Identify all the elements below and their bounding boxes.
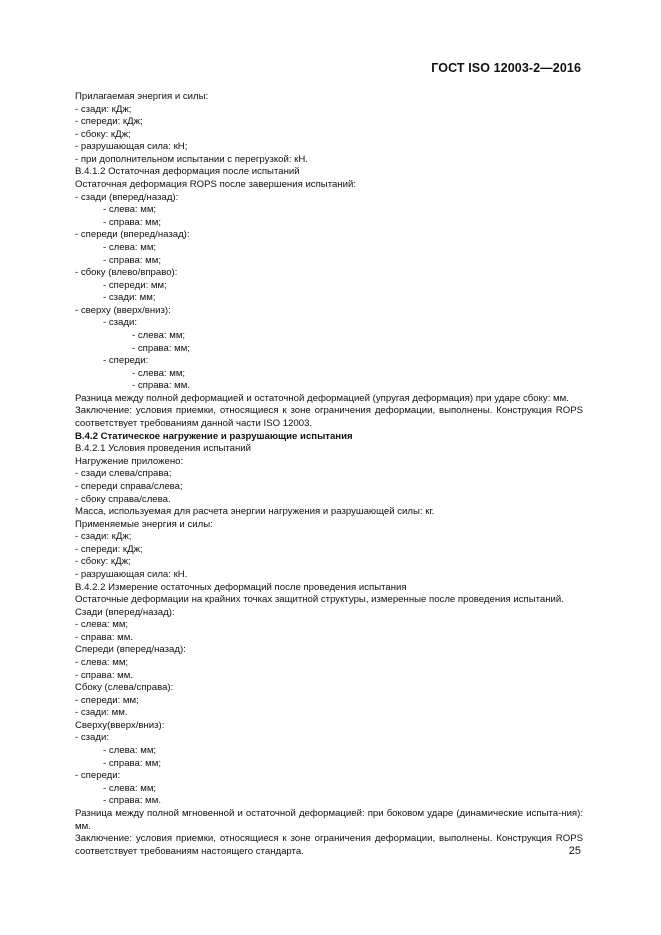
body-line: - сбоку (влево/вправо):	[75, 267, 178, 279]
body-line: - слева: мм;	[103, 204, 157, 216]
body-line: - справа: мм.	[75, 631, 134, 643]
body-line: В.4.2.1 Условия проведения испытаний	[75, 443, 251, 455]
body-line: - слева: мм;	[103, 782, 157, 794]
body-line: - спереди: мм;	[75, 694, 139, 706]
body-line: - спереди: кДж;	[75, 543, 143, 555]
body-line: - слева: мм;	[103, 241, 157, 253]
body-line: Остаточная деформация ROPS после завершения испытаний:	[75, 179, 356, 191]
body-line: Сверху(вверх/вниз):	[75, 719, 165, 731]
body-line: - спереди: мм;	[103, 279, 167, 291]
body-line: - сзади (вперед/назад):	[75, 191, 179, 203]
body-line: - спереди: кДж;	[75, 116, 143, 128]
body-paragraph: Заключение: условия приемки, относящиеся к зоне ограничения деформации, выполнены. Конструкция ROPS соответствует требованиям настоящего стандарта.	[75, 833, 583, 857]
body-line: - справа: мм.	[103, 795, 162, 807]
page-number: 25	[568, 845, 581, 857]
body-line: - разрушающая сила: кН;	[75, 141, 188, 153]
body-line: - сзади:	[75, 732, 110, 744]
body-line: - сзади:	[103, 317, 138, 329]
body-line: - сзади: кДж;	[75, 531, 132, 543]
body-line: В.4.1.2 Остаточная деформация после испытаний	[75, 166, 300, 178]
body-line: - при дополнительном испытании с перегрузкой: кН.	[75, 153, 308, 165]
body-line: - слева: мм;	[132, 367, 186, 379]
body-line: - сбоку справа/слева.	[75, 493, 171, 505]
body-line: - сзади слева/справа;	[75, 468, 172, 480]
body-line: - справа: мм;	[132, 342, 191, 354]
body-line: - слева: мм;	[103, 745, 157, 757]
body-line: - справа: мм.	[132, 380, 191, 392]
body-paragraph: Разница между полной мгновенной и остаточной деформацией: при боковом ударе (динамические испыта-ния): мм.	[75, 807, 583, 832]
body-line: - слева: мм;	[75, 657, 129, 669]
document-body	[75, 91, 583, 858]
body-line: - справа: мм.	[75, 669, 134, 681]
body-paragraph: Заключение: условия приемки, относящиеся к зоне ограничения деформации, выполнены. Конструкция ROPS соответствует требованиям данной части ISO 12003.	[75, 405, 583, 430]
section-heading: В.4.2 Статическое нагружение и разрушающие испытания	[75, 430, 353, 442]
body-line: Масса, используемая для расчета энергии нагружения и разрушающей силы: кг.	[75, 506, 435, 518]
body-line: - сзади: мм.	[75, 707, 128, 719]
body-line: - сзади: кДж;	[75, 103, 132, 115]
body-line: - спереди:	[103, 355, 149, 367]
body-line: - справа: мм;	[103, 757, 162, 769]
body-line: Прилагаемая энергия и силы:	[75, 91, 209, 102]
body-line: Разница между полной деформацией и остаточной деформацией (упругая деформация) при ударе сбоку: мм.	[75, 392, 569, 404]
body-line: - разрушающая сила: кН.	[75, 568, 188, 580]
body-line: - справа: мм;	[103, 216, 162, 228]
body-line: - справа: мм;	[103, 254, 162, 266]
body-line: - слева: мм;	[132, 329, 186, 341]
body-line: В.4.2.2 Измерение остаточных деформаций после проведения испытания	[75, 581, 407, 593]
document-header: ГОСТ ISO 12003-2—2016	[431, 61, 581, 75]
body-line: - сбоку: кДж;	[75, 128, 131, 140]
body-line: Остаточные деформации на крайних точках защитной структуры, измеренные после проведения испытаний.	[75, 594, 564, 606]
body-line: Спереди (вперед/назад):	[75, 644, 186, 656]
body-line: - сверху (вверх/вниз):	[75, 304, 171, 316]
body-line: - спереди (вперед/назад):	[75, 229, 190, 241]
body-line: Сзади (вперед/назад):	[75, 606, 175, 618]
body-line: - спереди:	[75, 770, 121, 782]
body-line: - сбоку: кДж;	[75, 556, 131, 568]
body-line: - сзади: мм;	[103, 292, 156, 304]
body-line: - спереди справа/слева;	[75, 480, 183, 492]
body-line: - слева: мм;	[75, 619, 129, 631]
body-line: Применяемые энергия и силы:	[75, 518, 213, 530]
body-line: Сбоку (слева/справа):	[75, 682, 174, 694]
body-line: Нагружение приложено:	[75, 455, 184, 467]
